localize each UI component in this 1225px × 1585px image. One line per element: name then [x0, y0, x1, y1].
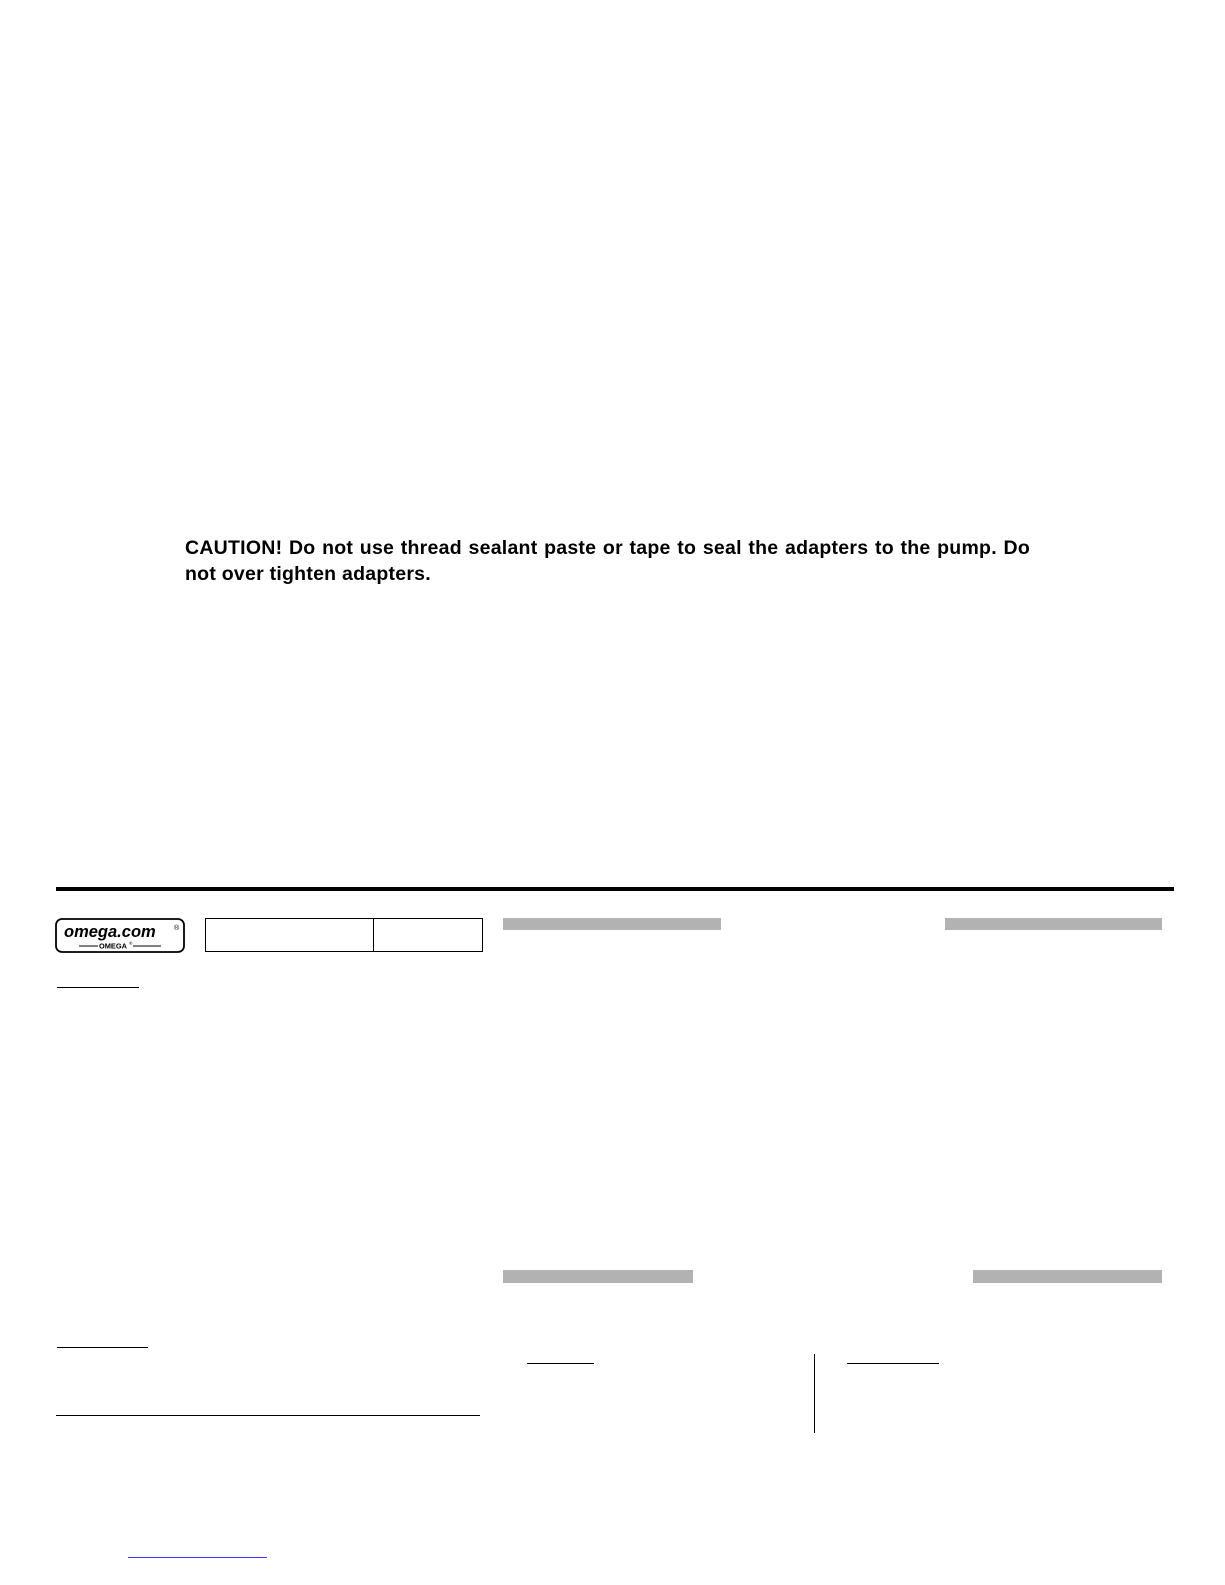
logo-registered-mark: ® — [174, 925, 180, 932]
heading-underline-1 — [57, 987, 139, 988]
heading-underline-3 — [527, 1363, 594, 1364]
omega-logo — [55, 918, 185, 953]
model-number-box — [205, 918, 483, 952]
logo-sub-text: OMEGA — [99, 941, 127, 951]
section-bar-bottom-right — [973, 1270, 1162, 1283]
section-bar-top-left — [503, 918, 721, 930]
section-bar-bottom-left — [503, 1270, 693, 1283]
link-underline — [128, 1557, 267, 1558]
logo-sub-mark: ® — [129, 941, 133, 946]
caution-text: CAUTION! Do not use thread sealant paste or tape to seal the adapters to the pump. Do not over tighten adapters. — [185, 537, 1030, 585]
section-bar-top-right — [945, 918, 1162, 930]
column-divider — [814, 1354, 815, 1433]
footer-divider — [56, 887, 1174, 891]
heading-underline-2 — [57, 1347, 148, 1348]
left-column-rule — [56, 1415, 480, 1416]
heading-underline-4 — [847, 1363, 939, 1364]
model-number-cell — [206, 919, 374, 951]
revision-cell — [374, 919, 482, 951]
omega-logo-mark — [55, 918, 185, 953]
logo-main-text: omega.com — [64, 923, 156, 941]
